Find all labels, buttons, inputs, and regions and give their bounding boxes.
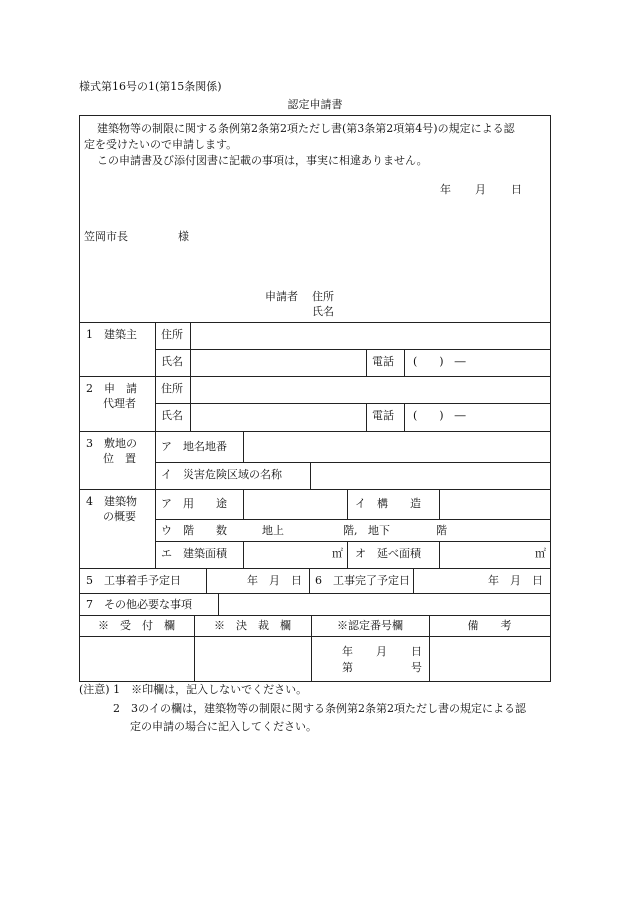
note-1: (注意) 1 ※印欄は，記入しないでください。	[79, 683, 308, 696]
floor-area-unit: ㎡	[535, 547, 546, 560]
agent-name-label: 氏名	[161, 409, 183, 422]
intro-line-2: 定を受けたいので申請します。	[84, 138, 238, 151]
end-date-label: 6 工事完了予定日	[315, 574, 410, 587]
building-area-unit: ㎡	[332, 547, 343, 560]
certification-number-header: ※認定番号欄	[337, 619, 403, 632]
owner-name-label: 氏名	[161, 355, 183, 368]
date-day-label: 日	[511, 183, 522, 196]
floors-below-label: 地下	[368, 524, 390, 537]
cert-go-label: 号	[411, 661, 422, 674]
note-2-line-2: 定の申請の場合に記入してください。	[130, 720, 317, 733]
owner-phone-label: 電話	[372, 355, 394, 368]
agent-phone-format: ( ) ―	[413, 409, 466, 422]
decision-column-header: ※ 決 裁 欄	[214, 619, 291, 632]
owner-phone-format: ( ) ―	[413, 355, 466, 368]
building-area-label: エ 建築面積	[161, 547, 227, 560]
cert-dai-label: 第	[342, 661, 353, 674]
agent-label-1: 2 申 請	[86, 382, 137, 395]
date-year-label: 年	[440, 183, 451, 196]
site-label-2: 位 置	[103, 452, 136, 465]
intro-line-3: この申請書及び添付図書に記載の事項は，事実に相違ありません。	[97, 154, 428, 167]
applicant-name-label: 氏名	[312, 305, 334, 318]
owner-label: 1 建築主	[86, 328, 137, 341]
agent-label-2: 代理者	[103, 397, 136, 410]
intro-line-1: 建築物等の制限に関する条例第2条第2項ただし書(第3条第2項第4号)の規定による認	[97, 122, 515, 135]
building-structure-label: イ 構 造	[355, 497, 421, 510]
form-number: 様式第16号の1(第15条関係)	[79, 80, 222, 93]
site-label-1: 3 敷地の	[86, 437, 137, 450]
applicant-address-label: 住所	[312, 290, 334, 303]
building-label-2: の概要	[103, 510, 136, 523]
agent-address-label: 住所	[161, 382, 183, 395]
remarks-header: 備 考	[467, 619, 512, 632]
floor-area-label: オ 延べ面積	[355, 547, 421, 560]
form-title: 認定申請書	[287, 98, 343, 111]
other-matters-label: 7 その他必要な事項	[86, 598, 192, 611]
applicant-label: 申請者	[265, 290, 298, 303]
floors-below-unit: 階	[436, 524, 447, 537]
owner-address-label: 住所	[161, 328, 183, 341]
start-date-label: 5 工事着手予定日	[86, 574, 181, 587]
receipt-column-header: ※ 受 付 欄	[98, 619, 175, 632]
end-date-ymd: 年 月 日	[488, 574, 543, 587]
cert-day-label: 日	[411, 645, 422, 658]
cert-year-label: 年	[342, 645, 353, 658]
addressee: 笠岡市長	[84, 230, 128, 243]
building-floors-label: ウ 階 数	[161, 524, 227, 537]
site-lot-label: ア 地名地番	[161, 440, 227, 453]
floors-above-unit: 階,	[343, 524, 358, 537]
site-hazard-area-label: イ 災害危険区域の名称	[161, 468, 282, 481]
honorific: 様	[178, 230, 189, 243]
building-label-1: 4 建築物	[86, 495, 137, 508]
agent-phone-label: 電話	[372, 409, 394, 422]
note-2-line-1: 2 3のイの欄は，建築物等の制限に関する条例第2条第2項ただし書の規定による認	[113, 702, 526, 715]
date-month-label: 月	[475, 183, 486, 196]
start-date-ymd: 年 月 日	[247, 574, 302, 587]
cert-month-label: 月	[376, 645, 387, 658]
building-use-label: ア 用 途	[161, 497, 227, 510]
floors-above-label: 地上	[262, 524, 284, 537]
